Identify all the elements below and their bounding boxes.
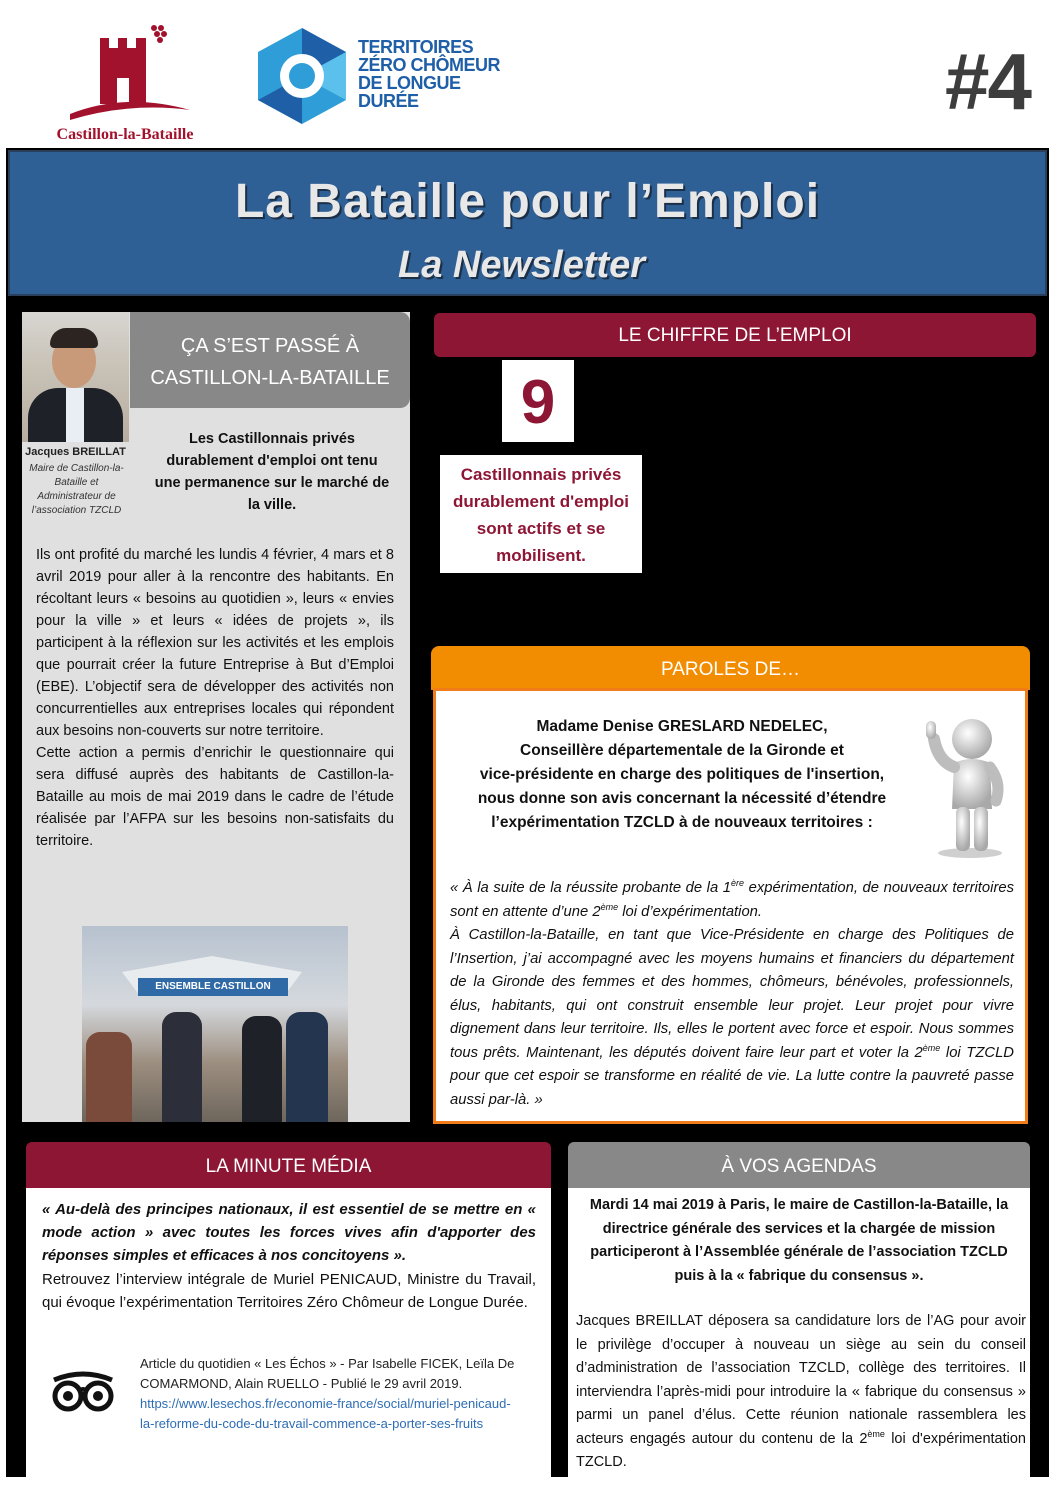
author-name: Jacques BREILLAT (25, 446, 126, 458)
paroles-intro-l3: vice-présidente en charge des politiques de l'insertion, (479, 766, 885, 783)
passe-heading-line1: ÇA S’EST PASSÉ À (180, 335, 360, 357)
passe-body-p2: Cette action a permis d’enrichir le questionnaire qui sera diffusé auprès des habitants de Castillon-la-Bataille au mois de mai 2019 dans le cadre de l’étude réalisée par l’AFPA sur les besoins non-satisfaits du territoire. (36, 745, 394, 849)
author-photo (22, 312, 129, 442)
newsletter-title: La Bataille pour l’Emploi (234, 175, 821, 228)
paroles-intro (452, 715, 912, 835)
binoculars-icon (50, 1366, 116, 1414)
media-credit-text: Article du quotidien « Les Échos » - Par Isabelle FICEK, Leïla De COMARMOND, Alain RUELLO - Publié le 29 avril 2019. (140, 1356, 515, 1391)
title-banner (8, 150, 1047, 296)
castillon-logo (30, 22, 220, 144)
paroles-intro-l5: l’expérimentation TZCLD à de nouveaux territoires : (491, 814, 873, 831)
media-credit (140, 1354, 520, 1434)
passe-section (22, 312, 410, 1122)
media-quote: « Au-delà des principes nationaux, il est essentiel de se mettre en « mode action » avec toutes les forces vives afin d'apporter des réponses simples et efficaces à nos concitoyens ». (42, 1201, 536, 1264)
passe-heading-line2: CASTILLON-LA-BATAILLE (150, 367, 390, 389)
agenda-heading: À VOS AGENDAS (568, 1142, 1030, 1188)
paroles-intro-l1: Madame Denise GRESLARD NEDELEC, (536, 718, 828, 735)
tzcld-hexagon-icon (250, 24, 354, 128)
castillon-logo-text: Castillon-la-Bataille (56, 126, 194, 143)
market-photo (82, 926, 348, 1122)
media-section (26, 1188, 551, 1477)
passe-lead: Les Castillonnais privés durablement d'emploi ont tenu une permanence sur le marché de la ville. (154, 431, 390, 513)
tzcld-logo (250, 24, 510, 144)
passe-heading (130, 312, 410, 408)
paroles-quote: « À la suite de la réussite probante de la 1ère expérimentation, de nouveaux territoires sont en attente d’une 2ème loi d’expérimentation. À Castillon-la-Bataille, en tant que Vice-Présidente en charge des Politiques de l’Insertion, j’ai accompagné avec les moyens humains et financiers du département de la Gironde des femmes et des hommes, chômeurs, bénévoles, professionnels, élus, habitants, qui ont construit ensemble leur projet. Leur projet pour vivre dignement dans leur territoire. Ils, elles le portent avec force et espoir. Nous sommes tous prêts. Maintenant, les députés doivent faire leur part et voter la 2ème loi TZCLD pour que cet espoir se transforme en réalité de vie. La lutte contre la pauvreté passe aussi par-là. » (450, 878, 1014, 1108)
tzcld-line-2: ZÉRO CHÔMEUR (358, 55, 500, 75)
paroles-intro-l4: nous donne son avis concernant la nécessité d’étendre (477, 790, 887, 807)
agenda-body: Jacques BREILLAT déposera sa candidature lors de l’AG pour avoir le privilège d’occuper à nouveau un siège au sein du conseil d’administration de l’association TZCLD, collège des territoires. Il interviendra l’après-midi pour introduire la « fabrique du consensus » parmi un panel d’élus. Cette réunion nationale rassemblera les acteurs engagés autour du contenu de la 2ème loi d'expérimentation TZCLD. (576, 1313, 1026, 1470)
newsletter-subtitle: La Newsletter (398, 244, 646, 286)
tzcld-line-3: DE LONGUE (358, 73, 461, 93)
thumbs-up-figure-icon (916, 709, 1016, 859)
castle-icon (30, 22, 220, 126)
paroles-intro-l2: Conseillère départementale de la Gironde et (520, 742, 844, 759)
photo-banner-text: ENSEMBLE CASTILLON (138, 978, 288, 996)
media-heading: LA MINUTE MÉDIA (26, 1142, 551, 1188)
author-role: Maire de Castillon-la-Bataille et Administrateur de l’association TZCLD (29, 463, 124, 516)
paroles-section (433, 688, 1028, 1124)
passe-body-p1: Ils ont profité du marché les lundis 4 février, 4 mars et 8 avril 2019 pour aller à la rencontre des habitants. En récoltant leurs « besoins au quotidien », leurs « envies pour la ville » et leurs « idées de projets », ils participent à la réflexion sur les activités et les emplois que pourrait créer la future Entreprise à But d’Emploi (EBE). L’objectif sera de développer des activités non concurrentielles aux entreprises locales qui répondent aux besoins non-couverts sur notre territoire. (36, 547, 394, 739)
chiffre-heading: LE CHIFFRE DE L’EMPLOI (434, 313, 1036, 357)
media-article-link[interactable]: https://www.lesechos.fr/economie-france/social/muriel-penicaud-la-reforme-du-code-du-travail-commence-a-porter-ses-fruits (140, 1396, 511, 1431)
chiffre-number: 9 (502, 360, 574, 442)
agenda-lead: Mardi 14 mai 2019 à Paris, le maire de Castillon-la-Bataille, la directrice générale des services et la chargée de mission participeront à l’Assemblée générale de l’association TZCLD puis à la « fabrique du consensus ». (589, 1197, 1009, 1284)
issue-number: #4 (945, 37, 1030, 126)
media-body: Retrouvez l’interview intégrale de Muriel PENICAUD, Ministre du Travail, qui évoque l’expérimentation Territoires Zéro Chômeur de Longue Durée. (42, 1271, 536, 1311)
tzcld-line-4: DURÉE (358, 91, 419, 111)
tzcld-line-1: TERRITOIRES (358, 37, 474, 57)
agenda-section (568, 1188, 1030, 1477)
paroles-heading: PAROLES DE… (431, 646, 1030, 690)
chiffre-text: Castillonnais privés durablement d'emploi sont actifs et se mobilisent. (440, 455, 642, 573)
passe-body (36, 544, 394, 852)
tzcld-logo-text (358, 38, 500, 110)
